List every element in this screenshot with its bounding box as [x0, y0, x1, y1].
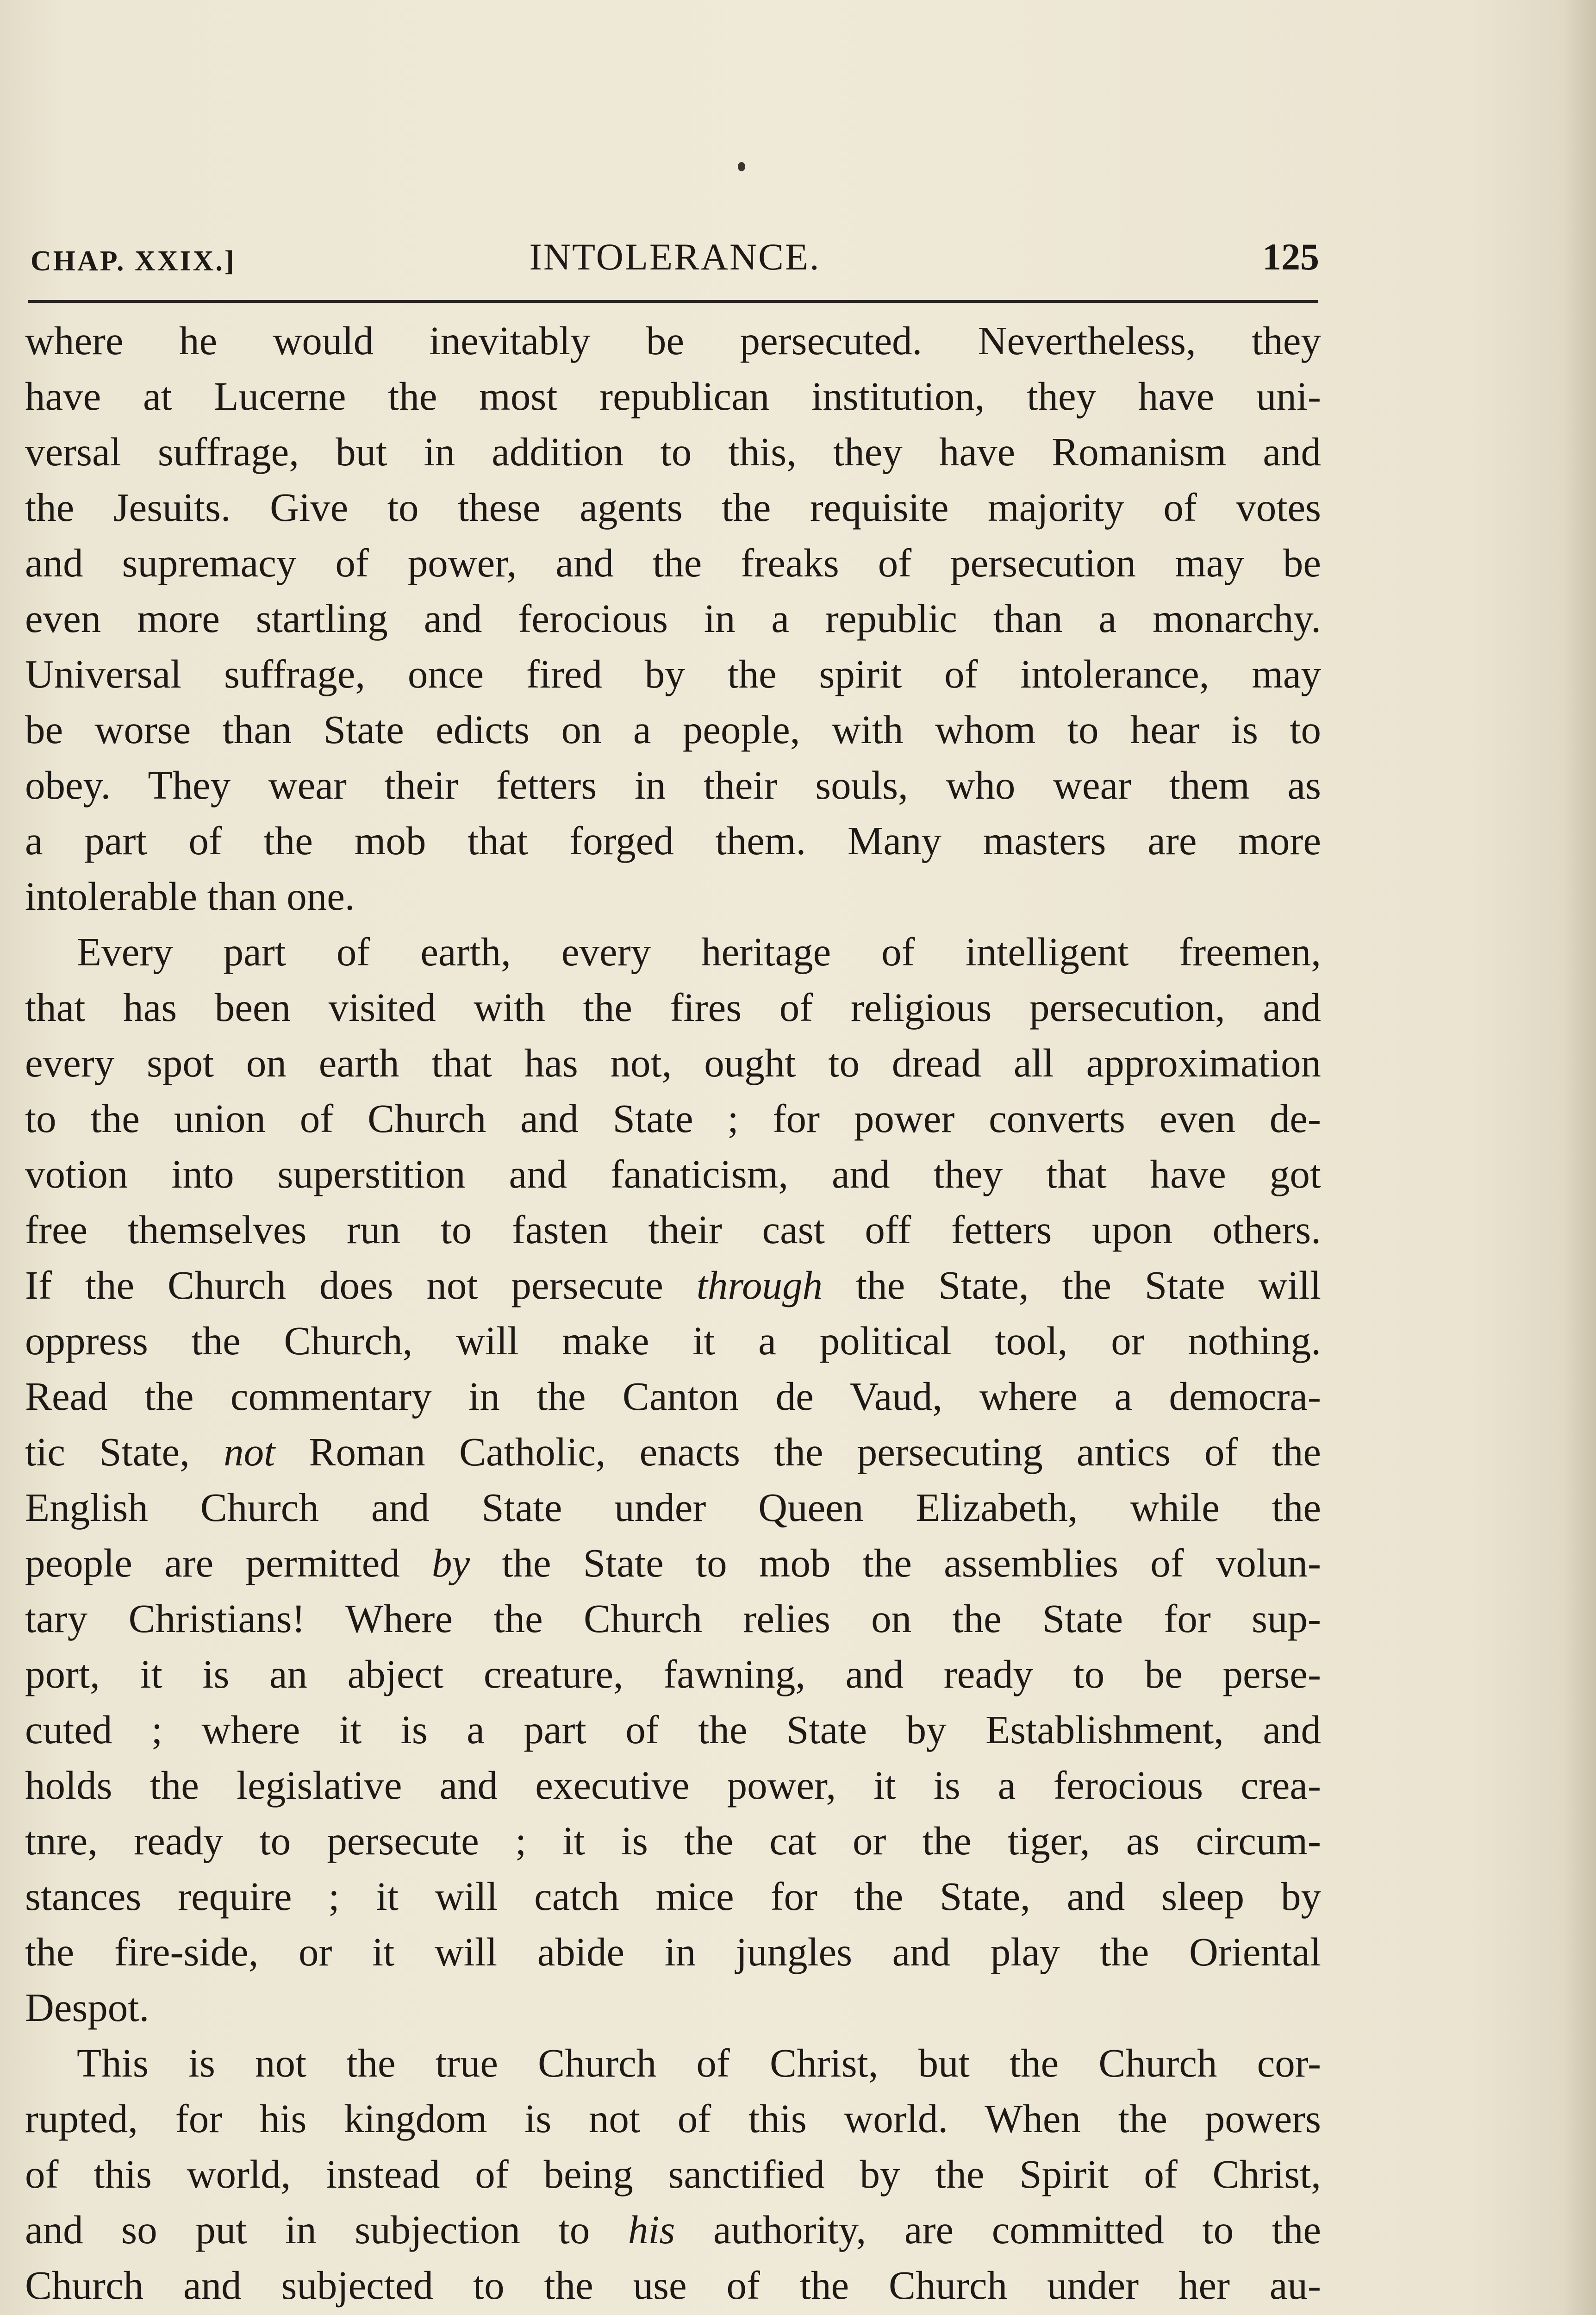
text-line: cuted ; where it is a part of the State by Establishment, and	[25, 1707, 1321, 1752]
text-line: be worse than State edicts on a people, with whom to hear is to	[25, 707, 1321, 752]
running-title: INTOLERANCE.	[529, 236, 821, 278]
text-line: even more startling and ferocious in a republic than a monarchy.	[25, 596, 1321, 641]
text-line: that has been visited with the fires of religious persecution, and	[25, 985, 1321, 1030]
text-line: If the Church does not persecute through the State, the State will	[25, 1263, 1321, 1308]
text-line: intolerable than one.	[25, 874, 355, 919]
text-line: people are permitted by the State to mob the assemblies of volun-	[25, 1540, 1321, 1585]
text-line: rupted, for his kingdom is not of this world. When the powers	[25, 2096, 1321, 2141]
text-line: and so put in subjection to his authority, are committed to the	[25, 2207, 1321, 2252]
text-line: Universal suffrage, once fired by the spirit of intolerance, may	[25, 651, 1321, 696]
text-line: Read the commentary in the Canton de Vaud, where a democra-	[25, 1374, 1321, 1419]
text-line: and supremacy of power, and the freaks of persecution may be	[25, 540, 1321, 585]
emphasis: his	[628, 2207, 675, 2252]
text-line: every spot on earth that has not, ought to dread all approximation	[25, 1040, 1321, 1085]
emphasis: through	[696, 1263, 823, 1308]
text-line: free themselves run to fasten their cast off fetters upon others.	[25, 1207, 1321, 1252]
chapter-label: CHAP. XXIX.]	[31, 245, 236, 277]
emphasis: not	[224, 1429, 275, 1474]
page-edge-shadow	[1564, 0, 1596, 2315]
text-line: tnre, ready to persecute ; it is the cat or the tiger, as circum-	[25, 1818, 1321, 1863]
running-header	[31, 232, 1319, 282]
text-line: a part of the mob that forged them. Many masters are more	[25, 818, 1321, 863]
text-line: where he would inevitably be persecuted. Nevertheless, they	[25, 318, 1321, 363]
text-line: versal suffrage, but in addition to this, they have Romanism and	[25, 429, 1321, 474]
text-line: obey. They wear their fetters in their souls, who wear them as	[25, 763, 1321, 807]
text-line: the Jesuits. Give to these agents the requisite majority of votes	[25, 485, 1321, 530]
text-line: tary Christians! Where the Church relies on the State for sup-	[25, 1596, 1321, 1641]
text-line: to the union of Church and State ; for power converts even de-	[25, 1096, 1321, 1141]
text-line: Every part of earth, every heritage of intelligent freemen,	[77, 929, 1321, 974]
text-line: tic State, not Roman Catholic, enacts the persecuting antics of the	[25, 1429, 1321, 1474]
text-line: This is not the true Church of Christ, but the Church cor-	[77, 2040, 1321, 2085]
text-line: the fire-side, or it will abide in jungles and play the Oriental	[25, 1929, 1321, 1974]
text-line: port, it is an abject creature, fawning, and ready to be perse-	[25, 1652, 1321, 1696]
text-line	[25, 2313, 1321, 2315]
text-line: English Church and State under Queen Elizabeth, while the	[25, 1485, 1321, 1530]
text-line: holds the legislative and executive power, it is a ferocious crea-	[25, 1763, 1321, 1808]
page-number: 125	[1262, 236, 1319, 278]
ink-speck	[738, 162, 745, 171]
text-line: votion into superstition and fanaticism, and they that have got	[25, 1151, 1321, 1196]
text-line: stances require ; it will catch mice for the State, and sleep by	[25, 1874, 1321, 1919]
text-line: Church and subjected to the use of the Church under her au-	[25, 2263, 1321, 2308]
body-text	[25, 313, 1321, 2315]
text-line: have at Lucerne the most republican institution, they have uni-	[25, 374, 1321, 419]
text-line: of this world, instead of being sanctified by the Spirit of Christ,	[25, 2152, 1321, 2196]
text-line: oppress the Church, will make it a political tool, or nothing.	[25, 1318, 1321, 1363]
emphasis: by	[432, 1540, 470, 1585]
header-rule	[28, 300, 1318, 303]
text-line: Despot.	[25, 1985, 150, 2030]
